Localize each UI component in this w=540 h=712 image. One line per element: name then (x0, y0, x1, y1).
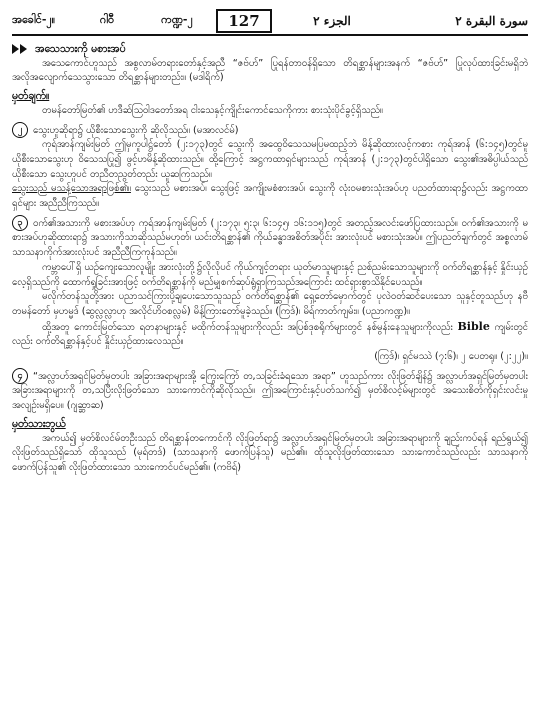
item-swine-paragraph-3: မလိုက်တန်သူတို့အား ပညာသင်ကြားပို့ချပေးသောသူသည် ဝက်တိရစ္ဆာန်၏ ရှေ့တော်မှောက်တွင် ပုလဲဝတ်ဆင်ပေးသော သူနှင့်တူသည်ဟု နဗီတမန်တော် မှဟမ္မဒ် (ဆွလ္လလ္လာဟု အလိုင်ဟိဝစလ္လမ်) မိန့်ကြားတော်မူခဲ့သည်။ (ကြဒ်)၊ မိရ်ကာတ်ကျမ်း။ (ပညာကဏ္ဍ)။ (12, 291, 528, 317)
item-swine (12, 215, 528, 261)
item-number-badge: ၄ (12, 368, 28, 384)
item-swine-p4-before: ထို့အတူ ကောင်းမြတ်သော ရတနာများနှင့် မထိုက်တန်သူများကိုလည်း အပြစ်ဒုစရိုက်များတွင် နစ်မွန်းနေသူများကိုလည်း (42, 321, 453, 333)
item-blood-conclusion (12, 182, 528, 211)
scripture-reference: (ကြဒ်)၊ ရှင်မဿဲ (၇:၆)၊ ၂ ပေတရု။ (၂:၂၂)။ (374, 351, 528, 363)
item-swine-paragraph-4 (12, 320, 528, 350)
running-header (12, 8, 528, 36)
header-left-label: အခေါင်-၂။ (12, 13, 56, 26)
section-title-text: အသေသားကို မစားအပ် (35, 43, 126, 55)
item-blood-conclusion-rest: သွေးသည် မစားအပ်၊ သွေးဖြင့် အကျိုးမစံစားအပ်၊ သွေးကို လုံးဝမစားသုံးအပ်ဟု ပညတ်ထားရာ၌လည်း အဋ္ဌကထာရှင်များ အညီညီကြသည်။ (12, 183, 528, 210)
section-intro: အသေကောင်ဟူသည် အစွလာမ်တရားတော်နှင့်အညီ “ဇဗ်ဟ်” ပြုရန်တာဝန်ရှိသော တိရစ္ဆာန်များအနက် “ဇဗ်ဟ်” ပြုလုပ်ထားခြင်းမရှိဘဲ အလိုအလျောက်သေသွားသော တိရစ္ဆာန်များတည်း။ (မဒါရိက်) (12, 57, 528, 84)
bible-word: Bible (457, 319, 490, 333)
note-text: တမန်တော်မြတ်၏ ဟဒီဆ်သြဝါဒတော်အရ ငါးသေနှင့်ကျိုင်းကောင်သေကိုကား စားသုံးပိုင်ခွင့်ရှိသည်။ (42, 104, 383, 116)
underlined-statement: သွေးသည် မသန့်သောအရာဖြစ်၏။ (12, 183, 131, 195)
benefit-heading: မှတ်သားဘွယ် (12, 417, 66, 430)
page-number: 127 (216, 9, 272, 33)
item-swine-paragraph-2: ကမ္ဘာပေါ်ရှိ ယဉ်ကျေးသောလူမျိုး အားလုံးတို့၌လိုလိုပင် ကိုယ်ကျင့်တရား ယုတ်မာသူများနှင့် ညစ်ညမ်းသောသူများကို ဝက်တိရစ္ဆာန်နှင့် နှိုင်းယှဉ်လေ့ရှိသည်ကို ထောက်ရှုခြင်းအားဖြင့် ဝက်တိရစ္ဆာန်ကို မည်မျှစက်ဆုပ်ရွံရှာကြသည်အကြောင်း ထင်ရှားစွာသိနိုင်ပေသည်။ (12, 261, 528, 288)
header-juz: الجزء ٢ (313, 14, 351, 28)
header-chapter-label: ကဏ္ဍ-၂ (161, 13, 193, 26)
item-other-names-text: “အလ္လာဟ်အရှင်မြတ်မှတပါး အခြားအရာများအို့ ကြွေးကြော် တ,သခြင်းခံရသော အရာ” ဟူသည်ကား လိုးဖြတ်ချိန်၌ အလ္လာဟ်အရှင်မြတ်မှတပါး အခြားအရာများကို တ,သပြီးလိုးဖြတ်သော သားကောင်ကိုဆိုလိုသည်။ ဤအကြောင်းနှင့်ပတ်သက်၍ မှတ်စိလင့်မ်များတွင် အသေးစိတ်ကိုရှင်းလင်းမှုအလျဉ်းမရှိပေ။ (ဂျဆ္ဆာဆ) (12, 370, 528, 412)
item-swine-lead: ဝက်၏အသားကို မစားအပ်ဟု ကုရ်အာန်ကျမ်းမြတ် (၂:၁၇၃၊ ၅:၃၊ ၆:၁၄၅၊ ၁၆:၁၁၅)တွင် အတည့်အလင်းဖော်ပြထားသည်။ ဝက်၏အသားကို မစားအပ်ဟုဆိုထားရာ၌ အသားကိုသာဆိုသည်မဟုတ်၊ ယင်းတိရစ္ဆာန်၏ ကိုယ်ခန္ဓာအစိတ်အပိုင်း အားလုံးပင် မစားသုံးအပ်။ ဤပညတ်ချက်တွင် အစ္စလာမ်သာသနာကိုက်အားလုံးပင် အညီညီကြကုန်သည်။ (12, 217, 528, 259)
header-surah: سورة البقرة ٢ (455, 14, 528, 28)
item-blood (12, 122, 528, 139)
item-blood-lead: သွေးဟူဆိုရာ၌ ယိုစီးသောသွေးကို ဆိုလိုသည်။ (မအာလင်မ်) (33, 124, 239, 136)
header-page-label: ဂါဝီ (99, 13, 115, 26)
note-heading: မှတ်ချက်။ (12, 90, 50, 103)
benefit-text: အကယ်၍ မှတ်စိလင်မ်တဦးသည် တိရစ္ဆာန်တကောင်ကို လိုးဖြတ်ရာ၌ အလ္လာဟ်အရှင်မြတ်မှတပါး အခြားအရာများကို ချည်းကပ်ရန် ရည်ရွယ်၍ လိုးဖြတ်သည်ရှိသော် ထိုသူသည် (မုရ်တဒ်) (သာသနာကို ဖောက်ပြန်သူ) မည်၏။ ထိုသူလိုးဖြတ်ထားသော သားကောင်သည်လည်း သာသနာကို ဖောက်ပြန်သူ၏ လိုးဖြတ်ထားသော သားကောင်ပင်မည်၏။ (ကဗိရ်) (12, 432, 528, 473)
item-number-badge: ၂ (12, 122, 28, 138)
double-arrow-icon (12, 44, 27, 54)
item-swine-p4-after: ကျမ်းတွင်လည်း ဝက်တိရစ္ဆာန်နှင့်ပင် နှိုင်းယှဉ်ထားလေသည်။ (12, 321, 528, 348)
item-number-badge: ၃ (12, 215, 28, 231)
item-blood-paragraph: ကုရ်အာန်ကျမ်းမြတ် ဤမှကူပါဋ္ဌ်တော် (၂:၁၇၃)တွင် သွေးကို အထွေဝိသေသမပြမထည့်ဘဲ မိန့်ဆိုထားလင့်ကစား ကုရ်အာန် (၆:၁၄၅)တွင်မူ ယိုစီးသောသွေးဟု ဝိသေသပြု၍ ဖွင့်ဟမိန့်ဆိုထားသည်။ ထို့ကြောင့် အဋ္ဌကထာရှင်များသည် ကုရ်အာန် (၂:၁၇၃)တွင်ပါရှိသော သွေး၏အဓိပ္ပါယ်သည် ယိုစီးသော သွေးဟူပင် တညီတညွတ်တည်း ယူဆကြသည်။ (12, 139, 528, 180)
item-other-names (12, 368, 528, 414)
page-body (12, 42, 528, 476)
section-title (12, 42, 528, 57)
